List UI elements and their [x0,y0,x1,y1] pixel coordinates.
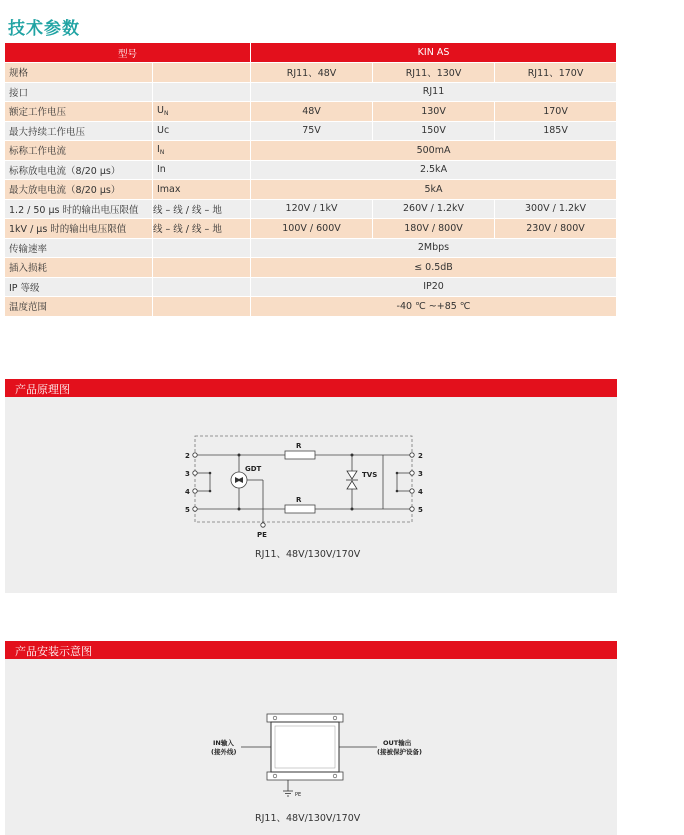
row-label: IP 等级 [5,278,153,298]
row-label: 接口 [5,83,153,103]
schematic-caption: RJ11、48V/130V/170V [255,549,361,560]
resistor-label-top: R [296,442,302,450]
ground-label: PE [295,792,302,798]
pin-right-5: 5 [418,506,423,514]
row-value: RJ11、48V [251,63,373,83]
row-symbol [153,83,251,103]
in-sublabel: (接外线) [211,748,237,756]
row-value: RJ11、130V [373,63,495,83]
table-row [5,161,617,181]
row-symbol-text: In [157,164,166,176]
row-value: 185V [495,122,617,142]
row-label: 插入损耗 [5,258,153,278]
gdt-label: GDT [245,465,262,473]
row-value: 500mA [251,141,617,161]
table-row [5,63,617,83]
row-value: IP20 [251,278,617,298]
install-panel [5,659,617,835]
pin-right-4: 4 [418,488,423,496]
row-symbol [153,239,251,259]
row-value: 120V / 1kV [251,200,373,220]
row-symbol-text: 线 – 线 / 线 – 地 [153,204,222,216]
spec-table [5,43,617,317]
install-heading: 产品安装示意图 [15,645,92,658]
pin-left-2: 2 [185,452,190,460]
out-label: OUT输出 [383,739,412,747]
table-row [5,122,617,142]
table-row [5,180,617,200]
page-title: 技术参数 [8,19,80,39]
table-row [5,239,617,259]
row-value: ≤ 0.5dB [251,258,617,278]
row-symbol-subscript: N [159,149,165,157]
row-value: 100V / 600V [251,219,373,239]
row-label: 额定工作电压 [5,102,153,122]
table-row [5,83,617,103]
row-value: RJ11、170V [495,63,617,83]
row-value: 230V / 800V [495,219,617,239]
row-value: 180V / 800V [373,219,495,239]
row-label: 最大放电电流（8/20 μs） [5,180,153,200]
row-value: 2Mbps [251,239,617,259]
schematic-heading: 产品原理图 [15,383,70,396]
table-row [5,278,617,298]
table-row [5,258,617,278]
row-label: 传输速率 [5,239,153,259]
row-symbol-text: Uc [157,125,170,137]
row-value: 5kA [251,180,617,200]
install-diagram [5,659,617,835]
header-label: 型号 [5,43,251,63]
schematic-section-header [5,379,617,397]
in-label: IN输入 [213,739,234,747]
row-label: 1kV / μs 时的输出电压限值 [5,219,153,239]
schematic-diagram [5,397,617,593]
install-caption: RJ11、48V/130V/170V [255,813,361,824]
row-label: 温度范围 [5,297,153,317]
table-header-row [5,43,617,63]
row-symbol [153,278,251,298]
table-row [5,102,617,122]
row-value: 75V [251,122,373,142]
row-label: 标称工作电流 [5,141,153,161]
row-symbol [153,102,251,122]
pe-label: PE [257,531,267,539]
install-section-header [5,641,617,659]
row-label: 标称放电电流（8/20 μs） [5,161,153,181]
pin-right-3: 3 [418,470,423,478]
out-sublabel: (接被保护设备) [377,748,422,756]
pin-right-2: 2 [418,452,423,460]
row-value: 130V [373,102,495,122]
row-symbol [153,219,251,239]
row-symbol [153,297,251,317]
row-symbol [153,141,251,161]
row-symbol-subscript: N [163,110,169,118]
row-symbol-text: 线 – 线 / 线 – 地 [153,224,222,236]
table-row [5,141,617,161]
row-label: 规格 [5,63,153,83]
resistor-label-bottom: R [296,496,302,504]
pin-left-5: 5 [185,506,190,514]
row-symbol [153,63,251,83]
row-value: 300V / 1.2kV [495,200,617,220]
row-symbol-text: Imax [157,183,181,195]
row-value: 48V [251,102,373,122]
row-value: 150V [373,122,495,142]
row-label: 1.2 / 50 μs 时的输出电压限值 [5,200,153,220]
row-symbol [153,122,251,142]
row-value: 170V [495,102,617,122]
table-row [5,219,617,239]
tvs-label: TVS [362,471,378,479]
header-model: KIN AS [251,43,617,63]
row-value: 260V / 1.2kV [373,200,495,220]
pin-left-4: 4 [185,488,190,496]
table-row [5,297,617,317]
row-label: 最大持续工作电压 [5,122,153,142]
row-symbol [153,258,251,278]
pin-left-3: 3 [185,470,190,478]
row-symbol [153,180,251,200]
row-value: -40 ℃ ~+85 ℃ [251,297,617,317]
row-symbol [153,200,251,220]
row-symbol [153,161,251,181]
row-symbol-text: I [157,144,160,156]
row-value: RJ11 [251,83,617,103]
row-symbol-text: U [157,105,164,117]
schematic-panel [5,397,617,593]
table-row [5,200,617,220]
row-value: 2.5kA [251,161,617,181]
